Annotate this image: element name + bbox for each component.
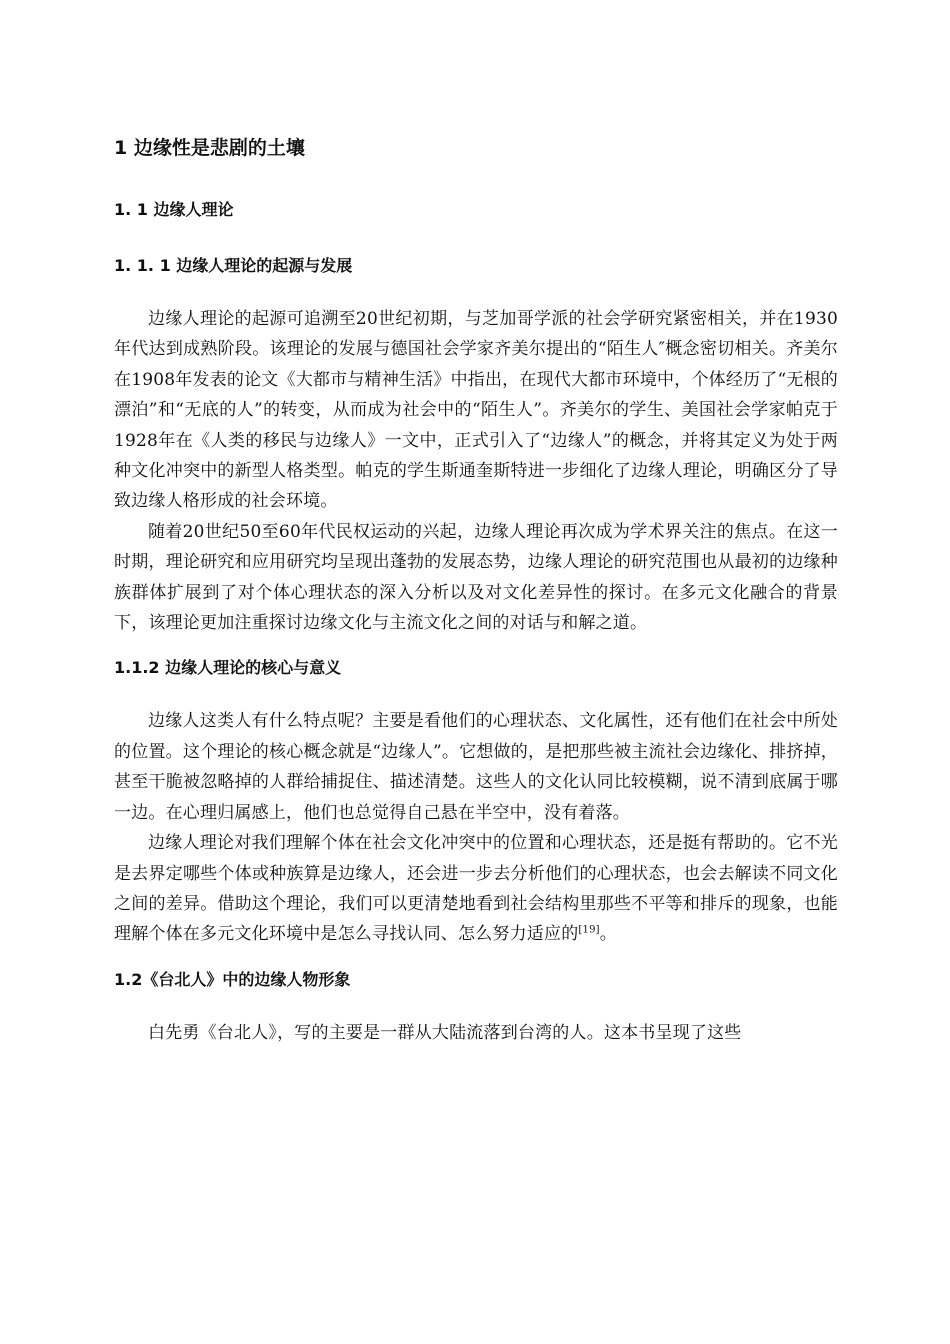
paragraph-taipei-people: 白先勇《台北人》，写的主要是一群从大陆流落到台湾的人。这本书呈现了这些 (148, 1022, 742, 1043)
subsection-heading-1-1-2: 1.1.2 边缘人理论的核心与意义 (114, 658, 342, 678)
paragraph-origin: 边缘人理论的起源可追溯至20世纪初期，与芝加哥学派的社会学研究紧密相关，并在1930年代达到成熟阶段。该理论的发展与德国社会学家齐美尔提出的“陌生人″概念密切相关。齐美尔在1908年发表的论文《大都市与精神生活》中指出，在现代大都市环境中，个体经历了“无根的漂泊”和“无底的人”的转变，从而成为社会中的“陌生人”。齐美尔的学生、美国社会学家帕克于1928年在《人类的移民与边缘人》一文中，正式引入了“边缘人”的概念，并将其定义为处于两种文化冲突中的新型人格类型。帕克的学生斯通奎斯特进一步细化了边缘人理论，明确区分了导致边缘人格形成的社会环境。 (114, 309, 838, 512)
paragraph-characteristics: 边缘人这类人有什么特点呢？主要是看他们的心理状态、文化属性，还有他们在社会中所处的位置。这个理论的核心概念就是“边缘人”。它想做的，是把那些被主流社会边缘化、排挤掉，甚至干脆被忽略掉的人群给捕捉住、描述清楚。这些人的文化认同比较模糊，说不清到底属于哪一边。在心理归属感上，他们也总觉得自己悬在半空中，没有着落。 (114, 711, 838, 823)
section-heading-1-1: 1. 1 边缘人理论 (114, 200, 234, 219)
subsection-heading-1-1-1: 1. 1. 1 边缘人理论的起源与发展 (114, 256, 353, 275)
paragraph-development: 随着20世纪50至60年代民权运动的兴起，边缘人理论再次成为学术界关注的焦点。在这一时期，理论研究和应用研究均呈现出蓬勃的发展态势，边缘人理论的研究范围也从最初的边缘种族群体扩展到了对个体心理状态的深入分析以及对文化差异性的探讨。在多元文化融合的背景下，该理论更加注重探讨边缘文化与主流文化之间的对话与和解之道。 (114, 521, 838, 634)
section-heading-1-2: 1.2《台北人》中的边缘人物形象 (114, 969, 351, 989)
paragraph-significance-end: 。 (599, 924, 617, 945)
paragraph-significance (114, 828, 838, 950)
document-body (114, 132, 838, 1048)
paragraph-significance-text: 边缘人理论对我们理解个体在社会文化冲突中的位置和心理状态，还是挺有帮助的。它不光是去界定哪些个体或种族算是边缘人，还会进一步去分析他们的心理状态，也会去解读不同文化之间的差异。借助这个理论，我们可以更清楚地看到社会结构里那些不平等和排斥的现象，也能理解个体在多元文化环境中是怎么寻找认同、怎么努力适应的 (114, 833, 838, 945)
chapter-heading: 1 边缘性是悲剧的土壤 (114, 137, 305, 159)
citation-ref: [19] (578, 924, 600, 936)
